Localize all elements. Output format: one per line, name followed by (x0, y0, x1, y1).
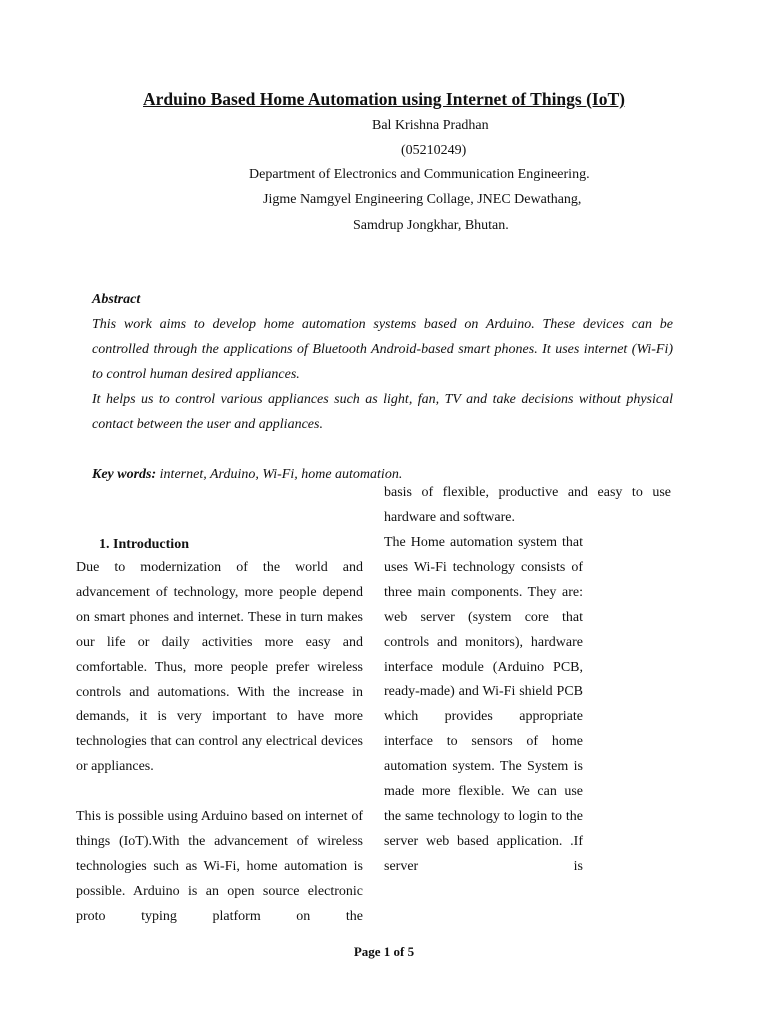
affiliation-college: Jigme Namgyel Engineering Collage, JNEC Dewathang, (263, 192, 582, 207)
keywords-text: internet, Arduino, Wi-Fi, home automation. (156, 467, 403, 482)
keywords-label: Key words: (92, 467, 157, 482)
abstract-paragraph-2: It helps us to control various appliances such as light, fan, TV and take decisions without physical contact between the user and appliances. (92, 392, 673, 432)
student-id: (05210249) (401, 143, 467, 158)
introduction-paragraph-1: Due to modernization of the world and advancement of technology, more people depend on smart phones and internet. These in turn makes our life or daily activities more easy and comfortable. Thus, more people prefer wireless controls and automations. With the increase in demands, it is very important to have more technologies that can control any electrical devices or appliances. (76, 560, 363, 775)
introduction-paragraph-2: This is possible using Arduino based on internet of things (IoT).With the advancement of wireless technologies such as Wi-Fi, home automation is possible. Arduino is an open source electronic proto typing platform on the (76, 809, 363, 924)
paper-title: Arduino Based Home Automation using Internet of Things (IoT) (143, 89, 625, 109)
abstract-body (92, 312, 673, 437)
introduction-body (76, 556, 363, 930)
abstract-paragraph-1: This work aims to develop home automation systems based on Arduino. These devices can be controlled through the applications of Bluetooth Android-based smart phones. It uses internet (Wi-Fi) to control human desired appliances. (92, 317, 673, 382)
keywords (92, 467, 402, 483)
affiliation-department: Department of Electronics and Communication Engineering. (249, 167, 590, 182)
introduction-heading: 1. Introduction (99, 537, 189, 552)
affiliation-location: Samdrup Jongkhar, Bhutan. (353, 218, 509, 233)
right-column-body (384, 531, 583, 880)
author-name: Bal Krishna Pradhan (372, 118, 489, 133)
home-automation-paragraph: The Home automation system that uses Wi-Fi technology consists of three main components. They are: web server (system core that controls and monitors), hardware interface module (Arduino PCB, ready-made) and Wi-Fi shield PCB which provides appropriate interface to sensors of home automation system. The System is made more flexible. We can use the same technology to login to the server web based application. .If server is (384, 535, 583, 874)
continuation-text: basis of flexible, productive and easy to use hardware and software. (384, 485, 671, 525)
abstract-heading: Abstract (92, 292, 141, 307)
right-column-continuation (384, 481, 671, 531)
page-number: Page 1 of 5 (353, 944, 415, 959)
